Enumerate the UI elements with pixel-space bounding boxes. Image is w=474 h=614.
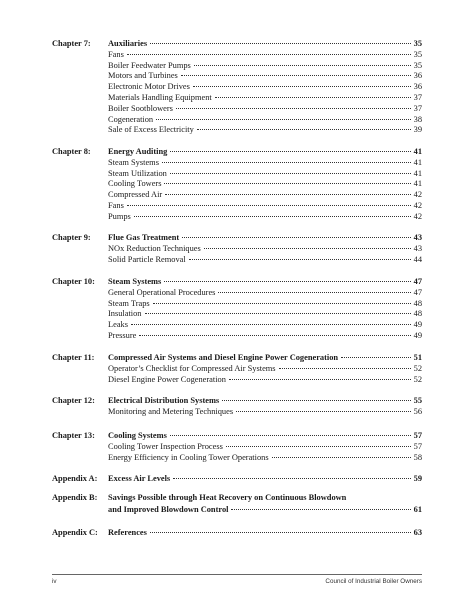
toc-entry-page: 42 [413, 201, 422, 210]
toc-heading[interactable] [108, 492, 422, 503]
dot-leader [165, 193, 410, 195]
toc-entry-row [0, 319, 474, 330]
toc-entry-page: 49 [413, 320, 422, 330]
toc-entry-row [0, 298, 474, 309]
dot-leader [229, 378, 411, 380]
dot-leader [127, 53, 411, 55]
toc-heading-row [0, 276, 474, 287]
toc-entry-row [0, 287, 474, 298]
dot-leader [193, 85, 411, 87]
dot-leader [194, 64, 411, 66]
toc-heading-page: 59 [413, 474, 422, 483]
toc-entry-title: Compressed Air [108, 190, 163, 200]
toc-entry-page: 48 [413, 309, 422, 319]
toc-entry-page: 49 [413, 331, 422, 340]
toc-heading-page: 47 [413, 277, 422, 286]
dot-leader [139, 334, 410, 336]
dot-leader [197, 128, 411, 130]
dot-leader [218, 291, 410, 293]
toc-heading-title: Excess Air Levels [108, 474, 171, 483]
toc-heading-row [0, 38, 474, 49]
toc-section-label: Chapter 8: [52, 147, 91, 156]
toc-entry[interactable] [108, 70, 422, 81]
toc-entry-title: Sale of Excess Electricity [108, 125, 194, 135]
toc-heading-row [0, 492, 474, 503]
toc-entry[interactable] [108, 178, 422, 189]
toc-section-label: Chapter 11: [52, 353, 95, 362]
toc-entry[interactable] [108, 81, 422, 92]
toc-heading-title: Savings Possible through Heat Recovery on Continuous Blowdown [108, 493, 347, 502]
dot-leader [236, 410, 411, 412]
toc-section-label: Chapter 12: [52, 396, 95, 405]
toc-entry-row [0, 103, 474, 114]
toc-heading[interactable] [108, 430, 422, 441]
toc-entry-title: Insulation [108, 309, 142, 319]
toc-entry-page: 42 [413, 190, 422, 200]
toc-section-label: Chapter 13: [52, 431, 95, 440]
page-footer [0, 578, 474, 588]
toc-entry-page: 36 [413, 71, 422, 81]
toc-entry[interactable] [108, 200, 422, 211]
toc-entry-row [0, 189, 474, 200]
toc-heading-row [0, 232, 474, 243]
toc-entry-page: 52 [413, 363, 422, 373]
toc-heading-title: Compressed Air Systems and Diesel Engine Power Cogeneration [108, 353, 339, 362]
toc-entry[interactable] [108, 60, 422, 71]
toc-entry-title: Boiler Sootblowers [108, 103, 173, 113]
dot-leader [164, 280, 410, 282]
dot-leader [215, 96, 411, 98]
toc-entry-row [0, 330, 474, 341]
toc-entry[interactable] [108, 363, 422, 374]
toc-heading[interactable] [108, 473, 422, 484]
toc-entry[interactable] [108, 406, 422, 417]
toc-entry-title: Materials Handling Equipment [108, 93, 212, 102]
toc-section-label: Appendix B: [52, 493, 98, 502]
toc-entry-title: Energy Efficiency in Cooling Tower Operations [108, 452, 269, 462]
toc-entry-title: Cogeneration [108, 114, 154, 124]
toc-entry-title: Operator’s Checklist for Compressed Air Systems [108, 363, 276, 373]
toc-heading-row [0, 504, 474, 515]
toc-heading-title: References [108, 528, 147, 537]
toc-section-label: Appendix A: [52, 474, 98, 483]
dot-leader [162, 161, 411, 163]
toc-entry[interactable] [108, 92, 422, 103]
toc-entry[interactable] [108, 157, 422, 168]
toc-entry[interactable] [108, 441, 422, 452]
footer-publisher: Council of Industrial Boiler Owners [325, 578, 422, 585]
toc-heading[interactable] [108, 504, 422, 515]
toc-heading-title: Steam Systems [108, 277, 162, 286]
toc-entry[interactable] [108, 243, 422, 254]
toc-entry-row [0, 308, 474, 319]
toc-heading-page: 61 [413, 504, 422, 514]
toc-entry-title: Diesel Engine Power Cogeneration [108, 374, 226, 384]
toc-entry[interactable] [108, 298, 422, 309]
toc-entry-title: Cooling Towers [108, 179, 162, 189]
toc-entry-row [0, 157, 474, 168]
toc-entry-page: 41 [413, 157, 422, 167]
toc-entry-page: 52 [413, 374, 422, 384]
toc-entry-title: Pumps [108, 211, 131, 221]
dot-leader [226, 445, 411, 447]
toc-entry[interactable] [108, 452, 422, 463]
dot-leader [272, 456, 411, 458]
toc-entry[interactable] [108, 330, 422, 341]
toc-entry-title: Steam Utilization [108, 168, 167, 178]
toc-entry-page: 41 [413, 168, 422, 178]
dot-leader [341, 356, 411, 358]
toc-entry-title: Monitoring and Metering Techniques [108, 406, 234, 416]
toc-entry-row [0, 406, 474, 417]
toc-heading-title: Energy Auditing [108, 147, 168, 156]
toc-entry[interactable] [108, 114, 422, 125]
toc-entry-page: 41 [413, 179, 422, 189]
toc-heading[interactable] [108, 232, 422, 243]
toc-entry-page: 38 [413, 114, 422, 124]
toc-entry-page: 37 [413, 103, 422, 113]
toc-entry-page: 56 [413, 406, 422, 416]
toc-entry-row [0, 81, 474, 92]
toc-section-label: Chapter 7: [52, 39, 91, 48]
toc-heading[interactable] [108, 146, 422, 157]
toc-heading-page: 41 [413, 147, 422, 156]
toc-entry-page: 35 [413, 60, 422, 70]
toc-entry-page: 44 [413, 254, 422, 264]
toc-section-label: Chapter 9: [52, 233, 91, 242]
dot-leader [204, 247, 411, 249]
dot-leader [182, 236, 410, 238]
dot-leader [189, 258, 411, 260]
dot-leader [173, 477, 410, 479]
toc-entry[interactable] [108, 254, 422, 265]
toc-entry[interactable] [108, 49, 422, 60]
toc-section-label: Chapter 10: [52, 277, 95, 286]
dot-leader [150, 531, 411, 533]
toc-entry-row [0, 178, 474, 189]
toc-entry-row [0, 363, 474, 374]
dot-leader [153, 302, 411, 304]
toc-entry[interactable] [108, 211, 422, 222]
dot-leader [231, 508, 410, 510]
toc-entry-title: Motors and Turbines [108, 71, 178, 81]
toc-heading-title: and Improved Blowdown Control [108, 504, 229, 514]
toc-entry[interactable] [108, 168, 422, 179]
toc-entry-page: 37 [413, 93, 422, 102]
toc-entry-title: Steam Systems [108, 157, 159, 167]
toc-heading-row [0, 395, 474, 406]
toc-heading-title: Cooling Systems [108, 431, 167, 440]
toc-entry-row [0, 243, 474, 254]
toc-heading-page: 51 [413, 353, 422, 362]
toc-entry[interactable] [108, 124, 422, 135]
toc-entry[interactable] [108, 319, 422, 330]
toc-entry-title: Steam Traps [108, 298, 150, 308]
toc-entry-title: General Operational Procedures [108, 287, 216, 297]
toc-heading-row [0, 430, 474, 441]
dot-leader [131, 323, 411, 325]
toc-section-label: Appendix C: [52, 528, 98, 537]
toc-entry-page: 57 [413, 441, 422, 451]
toc-entry[interactable] [108, 374, 422, 385]
toc-entry-row [0, 49, 474, 60]
toc-entry-title: Fans [108, 201, 124, 210]
toc-entry-row [0, 254, 474, 265]
footer-page-number: iv [52, 578, 57, 585]
toc-entry-row [0, 200, 474, 211]
footer-divider [52, 574, 422, 575]
toc-entry-page: 43 [413, 243, 422, 253]
toc-heading[interactable] [108, 38, 422, 49]
toc-entry-row [0, 114, 474, 125]
toc-entry[interactable] [108, 287, 422, 298]
toc-heading-title: Flue Gas Treatment [108, 233, 180, 242]
toc-heading[interactable] [108, 352, 422, 363]
toc-entry[interactable] [108, 103, 422, 114]
toc-heading[interactable] [108, 527, 422, 538]
dot-leader [145, 312, 411, 314]
toc-entry-page: 47 [413, 287, 422, 297]
toc-entry-row [0, 92, 474, 103]
toc-entry-title: Solid Particle Removal [108, 254, 186, 264]
toc-entry[interactable] [108, 308, 422, 319]
toc-heading-page: 63 [413, 528, 422, 537]
toc-entry-title: Fans [108, 49, 124, 59]
toc-heading-title: Auxiliaries [108, 39, 148, 48]
toc-entry-title: NOx Reduction Techniques [108, 243, 201, 253]
toc-entry-page: 42 [413, 211, 422, 221]
toc-entry-page: 39 [413, 125, 422, 135]
toc-entry-page: 58 [413, 452, 422, 462]
toc-heading-page: 43 [413, 233, 422, 242]
toc-heading-page: 55 [413, 396, 422, 405]
toc-entry-title: Cooling Tower Inspection Process [108, 441, 223, 451]
toc-entry-row [0, 452, 474, 463]
toc-entry-row [0, 441, 474, 452]
toc-heading-row [0, 527, 474, 538]
dot-leader [127, 204, 411, 206]
toc-heading-row [0, 146, 474, 157]
dot-leader [170, 150, 410, 152]
toc-entry-page: 36 [413, 82, 422, 92]
toc-entry-title: Electronic Motor Drives [108, 82, 190, 92]
toc-entry-page: 48 [413, 298, 422, 308]
toc-entry-row [0, 60, 474, 71]
toc-entry-row [0, 374, 474, 385]
toc-heading-page: 35 [413, 39, 422, 48]
dot-leader [150, 42, 411, 44]
toc-heading-title: Electrical Distribution Systems [108, 396, 220, 405]
dot-leader [222, 399, 410, 401]
toc-heading-page: 57 [413, 431, 422, 440]
toc-entry-page: 35 [413, 49, 422, 59]
dot-leader [170, 172, 411, 174]
dot-leader [279, 367, 411, 369]
toc-entry-title: Pressure [108, 331, 137, 340]
toc-entry-row [0, 168, 474, 179]
dot-leader [181, 74, 411, 76]
toc-entry-row [0, 124, 474, 135]
dot-leader [156, 118, 411, 120]
toc-entry[interactable] [108, 189, 422, 200]
toc-heading[interactable] [108, 395, 422, 406]
toc-heading-row [0, 352, 474, 363]
toc-heading[interactable] [108, 276, 422, 287]
toc-entry-row [0, 70, 474, 81]
toc-entry-title: Boiler Feedwater Pumps [108, 60, 191, 70]
toc-entry-row [0, 211, 474, 222]
dot-leader [164, 182, 410, 184]
dot-leader [134, 215, 411, 217]
dot-leader [170, 434, 411, 436]
toc-heading-row [0, 473, 474, 484]
toc-entry-title: Leaks [108, 320, 128, 330]
dot-leader [176, 107, 411, 109]
